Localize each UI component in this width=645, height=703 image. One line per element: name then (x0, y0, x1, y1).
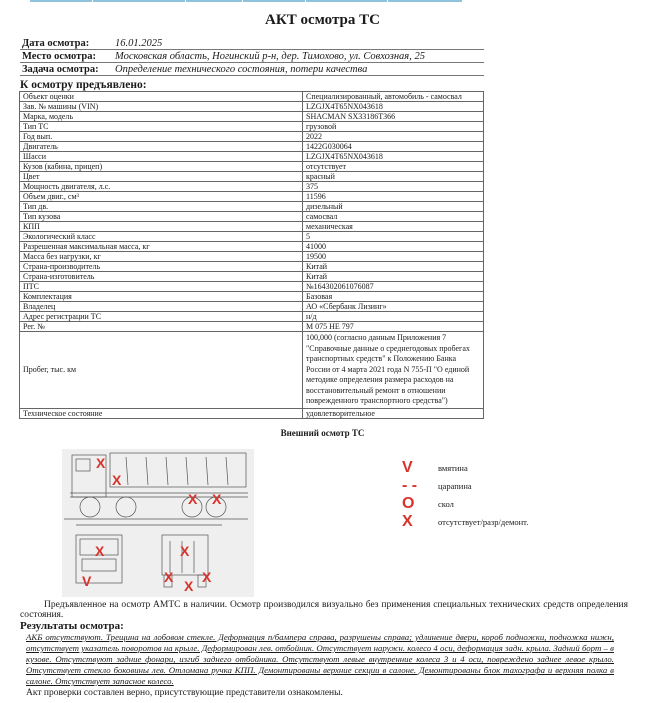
damage-mark-rear-right: X (202, 569, 212, 585)
damage-mark-rear-center: X (184, 578, 194, 594)
damage-diagram (62, 449, 254, 597)
closing-statement: Акт проверки составлен верно, присутствующие представители ознакомлены. (26, 688, 343, 698)
property-label: Рег. № (20, 322, 303, 332)
legend-item-chip (398, 495, 528, 513)
property-label: Мощность двигателя, л.с. (20, 182, 303, 192)
damage-mark-axle3: X (188, 491, 198, 507)
property-row (20, 272, 484, 282)
property-value: отсутствует (303, 162, 484, 172)
property-label: КПП (20, 222, 303, 232)
property-row (20, 202, 484, 212)
property-label: Объект оценки (20, 92, 303, 102)
damage-mark-rear-left: X (164, 569, 174, 585)
property-label: Страна-производитель (20, 262, 303, 272)
property-label: Зав. № машины (VIN) (20, 102, 303, 112)
legend-label: отсутствует/разр/демонт. (438, 517, 529, 527)
property-value: М 075 НЕ 797 (303, 322, 484, 332)
property-row (20, 282, 484, 292)
property-label: Тип дв. (20, 202, 303, 212)
property-label: Пробег, тыс. км (20, 332, 303, 409)
property-row (20, 122, 484, 132)
property-value: Китай (303, 262, 484, 272)
property-row (20, 162, 484, 172)
property-value: LZGJX4T65NX043618 (303, 102, 484, 112)
meta-value: Определение технического состояния, потери качества (115, 64, 368, 75)
meta-label: Место осмотра: (22, 51, 97, 62)
property-value: Китай (303, 272, 484, 282)
property-row (20, 292, 484, 302)
scratch-icon: - - (402, 477, 418, 494)
property-row (20, 112, 484, 122)
property-row (20, 212, 484, 222)
property-row (20, 192, 484, 202)
property-row (20, 232, 484, 242)
property-value: 5 (303, 232, 484, 242)
inspection-paragraph: Предъявленное на осмотр АМТС в наличии. Осмотр производился визуально без применения специальных технических средств определения состояния. (20, 600, 628, 620)
meta-value: Московская область, Ногинский р-н, дер. Тимохово, ул. Совхозная, 25 (115, 51, 425, 62)
property-label: Тип ТС (20, 122, 303, 132)
property-value: Базовая (303, 292, 484, 302)
property-value: АО «Сбербанк Лизинг» (303, 302, 484, 312)
inspection-meta (20, 37, 484, 76)
property-label: Цвет (20, 172, 303, 182)
missing-icon: X (402, 513, 413, 530)
damage-mark-side-window: X (96, 455, 106, 471)
property-value: Специализированный, автомобиль - самосвал (303, 92, 484, 102)
property-row (20, 322, 484, 332)
legend-item-dent (398, 459, 528, 477)
property-label: Экологический класс (20, 232, 303, 242)
presented-heading: К осмотру предъявлено: (20, 79, 147, 91)
property-label: Кузов (кабина, прицеп) (20, 162, 303, 172)
external-inspection-heading: Внешний осмотр ТС (280, 428, 365, 438)
chip-icon: O (402, 495, 415, 512)
property-value: 41000 (303, 242, 484, 252)
meta-row-place (20, 50, 484, 63)
property-label: Страна-изготовитель (20, 272, 303, 282)
property-label: Год вып. (20, 132, 303, 142)
property-label: Адрес регистрации ТС (20, 312, 303, 322)
property-row (20, 222, 484, 232)
property-value: SHACMAN SX33186T366 (303, 112, 484, 122)
property-value: LZGJX4T65NX043618 (303, 152, 484, 162)
property-value: удовлетворительное (303, 408, 484, 418)
legend-label: скол (438, 499, 454, 509)
property-value: 375 (303, 182, 484, 192)
property-label: Техническое состояние (20, 408, 303, 418)
property-row (20, 92, 484, 102)
property-label: Марка, модель (20, 112, 303, 122)
property-row (20, 152, 484, 162)
document-title: АКТ осмотра ТС (265, 12, 380, 28)
legend-label: вмятина (438, 463, 468, 473)
property-row (20, 132, 484, 142)
property-value: 19500 (303, 252, 484, 262)
property-value: красный (303, 172, 484, 182)
property-label: Шасси (20, 152, 303, 162)
property-row (20, 408, 484, 418)
top-border-strip (30, 0, 462, 2)
damage-mark-axle4: X (212, 491, 222, 507)
property-row (20, 252, 484, 262)
property-label: Масса без нагрузки, кг (20, 252, 303, 262)
meta-row-task (20, 63, 484, 76)
property-row (20, 332, 484, 409)
property-value: 11596 (303, 192, 484, 202)
meta-row-date (20, 37, 484, 50)
property-label: Объем двиг., см³ (20, 192, 303, 202)
property-value: 1422G030064 (303, 142, 484, 152)
property-row (20, 242, 484, 252)
damage-mark-front-bumper: V (82, 573, 92, 589)
property-label: Двигатель (20, 142, 303, 152)
property-value: самосвал (303, 212, 484, 222)
property-value: грузовой (303, 122, 484, 132)
property-value: 100,000 (согласно данным Приложения 7 "Справочные данные о среднегодовых пробегах транспортных средств" к Положению Банка России от 4 марта 2021 года N 755-П "О единой методике определения размера расходов на восстановительный ремонт в отношении поврежденного транспортного средства") (303, 332, 484, 409)
damage-mark-windshield: X (95, 543, 105, 559)
property-row (20, 102, 484, 112)
property-value: 2022 (303, 132, 484, 142)
dump-body-side (110, 453, 246, 487)
property-row (20, 142, 484, 152)
legend-item-scratch (398, 477, 528, 495)
property-row (20, 182, 484, 192)
legend-item-missing (398, 513, 528, 531)
damage-mark-rear-board: X (180, 543, 190, 559)
property-value: механическая (303, 222, 484, 232)
meta-label: Задача осмотра: (22, 64, 99, 75)
property-row (20, 172, 484, 182)
property-value: дизельный (303, 202, 484, 212)
property-value: №164302061076087 (303, 282, 484, 292)
property-value: н/д (303, 312, 484, 322)
damage-mark-side-step: X (112, 472, 122, 488)
property-row (20, 262, 484, 272)
dent-icon: V (402, 459, 413, 476)
properties-table (19, 91, 484, 419)
property-row (20, 302, 484, 312)
property-label: Комплектация (20, 292, 303, 302)
property-label: Владелец (20, 302, 303, 312)
results-heading: Результаты осмотра: (20, 620, 124, 632)
property-row (20, 312, 484, 322)
results-text: АКБ отсутствуют. Трещина на лобовом стекле. Деформация п/бампера справа, разрушены справа; удлинение двери, короб подножки, подножка нижн, отсутствует указатель поворотов на крыле. Деформирован лев. отбойник. Отсутствует наружн. колесо 4 оси, деформация задн. крыла. Задний борт – в кузове. Отсутствуют задние фонари, изгиб заднего отбойника. Отсутствуют левые внутренние колеса 3 и 4 оси, повреждено заднее левое крыло. Отсутствует стекло боковины лев. Отломана ручка КПП. Демонтированы верхние секции в салоне. Демонтированы блок тахографа и верхняя полка в салоне. Отсутствует запасное колесо. (26, 632, 614, 686)
property-label: Тип кузова (20, 212, 303, 222)
damage-legend (398, 459, 528, 531)
meta-label: Дата осмотра: (22, 38, 90, 49)
property-label: Разрешенная максимальная масса, кг (20, 242, 303, 252)
legend-label: царапина (438, 481, 472, 491)
meta-value: 16.01.2025 (115, 38, 163, 49)
property-label: ПТС (20, 282, 303, 292)
